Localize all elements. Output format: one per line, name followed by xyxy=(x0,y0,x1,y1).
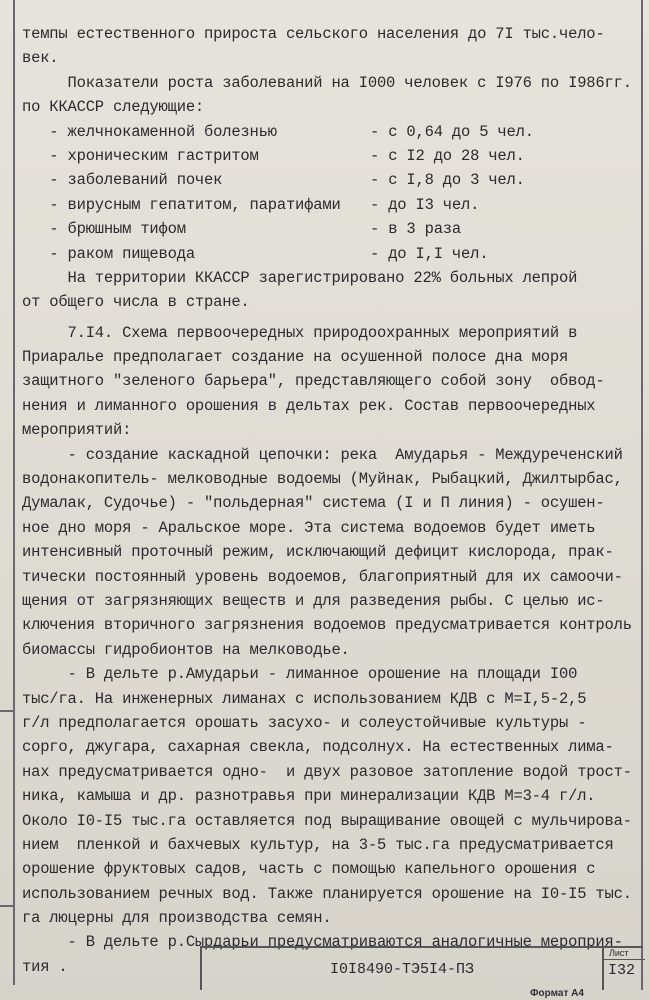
text-line: тыс/га. На инженерных лиманах с использованием КДВ с М=I,5-2,5 xyxy=(22,689,587,708)
text-line: по ККАССР следующие: xyxy=(22,98,205,117)
text-line: - В дельте р.Амударьи - лиманное орошение на площади I00 xyxy=(22,665,578,684)
text-line: ника, камыша и др. разнотравья при минерализации КДВ М=3-4 г/л. xyxy=(22,787,596,806)
disease-name: - вирусным гепатитом, паратифами xyxy=(22,195,341,214)
text-line: защитного "зеленого барьера", представляющего собой зону обвод- xyxy=(22,372,605,391)
frame-border-right xyxy=(641,0,643,990)
text-line: Думалак, Судочье) - "польдерная" система (I и П линия) - осушен- xyxy=(22,494,605,513)
disease-name: - брюшным тифом xyxy=(22,220,186,239)
text-line: - В дельте р.Сырдарьи предусматриваются аналогичные мероприя- xyxy=(22,933,623,952)
disease-growth: - в 3 раза xyxy=(370,220,462,239)
text-line: интенсивный проточный режим, исключающий дефицит кислорода, прак- xyxy=(22,543,614,562)
text-line: - создание каскадной цепочки: река Амударья - Междуреченский xyxy=(22,445,623,464)
text-line: га люцерны для производства семян. xyxy=(22,909,332,928)
frame-border-left-lower xyxy=(13,945,15,985)
disease-growth: - с I,8 до 3 чел. xyxy=(370,171,525,190)
disease-growth: - с 0,64 до 5 чел. xyxy=(370,122,534,141)
text-line: щения от загрязняющих веществ и для разведения рыбы. С целью ис- xyxy=(22,591,605,610)
frame-tick xyxy=(0,710,14,712)
disease-list-item xyxy=(22,144,632,168)
disease-growth: - с I2 до 28 чел. xyxy=(370,146,525,165)
text-line: Приаралье предполагает создание на осушенной полосе дна моря xyxy=(22,348,569,367)
disease-growth: - до I3 чел. xyxy=(370,195,480,214)
text-line: водонакопитель- мелководные водоемы (Муйнак, Рыбацкий, Джилтырбас, xyxy=(22,470,623,489)
sheet-number: I32 xyxy=(608,962,636,979)
frame-border-left xyxy=(13,0,15,945)
disease-list-item xyxy=(22,242,632,266)
text-line: На территории ККАССР зарегистрировано 22% больных лепрой xyxy=(22,268,578,287)
text-line: сорго, джугара, сахарная свекла, подсолнух. На естественных лима- xyxy=(22,738,614,757)
disease-list-item xyxy=(22,193,632,217)
text-line: биомассы гидробионтов на мелководье. xyxy=(22,640,350,659)
disease-name: - заболеваний почек xyxy=(22,171,223,190)
frame-tick xyxy=(0,905,14,907)
text-line: Показатели роста заболеваний на I000 человек с I976 по I986гг. xyxy=(22,73,632,92)
text-line: использованием речных вод. Также планируется орошение на I0-I5 тыс. xyxy=(22,884,632,903)
title-block xyxy=(200,946,643,990)
text-line: нием пленкой и бахчевых культур, на 3-5 тыс.га предусматривается xyxy=(22,835,614,854)
text-line: орошение фруктовых садов, часть с помощью капельного орошения с xyxy=(22,860,596,879)
text-line: мероприятий: xyxy=(22,421,132,440)
disease-list-item xyxy=(22,217,632,241)
text-line: темпы естественного прироста сельского населения до 7I тыс.чело- xyxy=(22,25,605,43)
document-body xyxy=(22,22,632,979)
text-line: тически постоянный уровень водоемов, благоприятный для их самоочи- xyxy=(22,567,623,586)
disease-list-item xyxy=(22,168,632,192)
text-line: тия . xyxy=(22,957,68,976)
text-line: век. xyxy=(22,49,59,68)
text-line: от общего числа в стране. xyxy=(22,293,250,312)
disease-growth: - до I,I чел. xyxy=(370,244,489,263)
format-label: Формат А4 xyxy=(530,988,584,999)
disease-list-item xyxy=(22,120,632,144)
document-code: I0I8490-ТЭ5I4-ПЗ xyxy=(200,948,602,990)
disease-name: - желчнокаменной болезнью xyxy=(22,122,277,141)
sheet-divider xyxy=(604,959,645,960)
sheet-label: Лист xyxy=(609,948,629,958)
text-line: г/л предполагается орошать засухо- и солеустойчивые культуры - xyxy=(22,713,587,732)
text-line: нах предусматривается одно- и двух разовое затопление водой трост- xyxy=(22,762,632,781)
text-line: ключения вторичного загрязнения водоемов предусматривается контроль xyxy=(22,616,632,635)
disease-name: - раком пищевода xyxy=(22,244,195,263)
text-line: ное дно моря - Аральское море. Эта система водоемов будет иметь xyxy=(22,518,596,537)
text-line: 7.I4. Схема первоочередных природоохранных мероприятий в xyxy=(22,323,578,342)
disease-name: - хроническим гастритом xyxy=(22,146,259,165)
sheet-cell xyxy=(602,948,645,990)
text-line: нения и лиманного орошения в дельтах рек. Состав первоочередных xyxy=(22,396,596,415)
text-line: Около I0-I5 тыс.га оставляется под выращивание овощей с мульчирова- xyxy=(22,811,632,830)
